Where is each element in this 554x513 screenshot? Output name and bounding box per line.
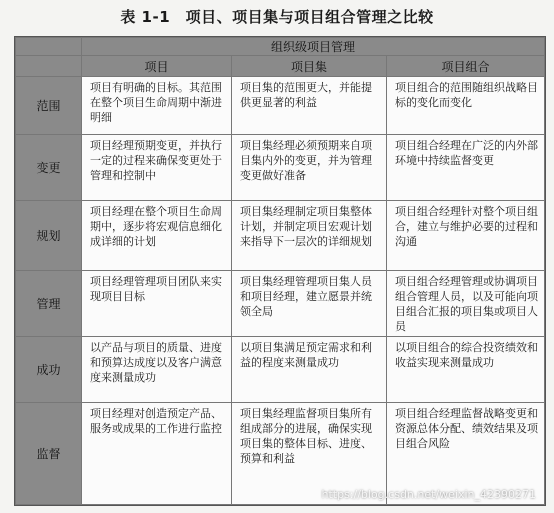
header-corner [16, 56, 82, 77]
cell-success-program: 以项目集满足预定需求和利益的程度来测量成功 [232, 337, 387, 403]
banner-org-pm: 组织级项目管理 [82, 38, 545, 56]
cell-management-project: 项目经理管理项目团队来实现项目目标 [82, 271, 232, 337]
cell-success-portfolio: 以项目组合的综合投资绩效和收益实现来测量成功 [387, 337, 545, 403]
cell-monitoring-project: 项目经理对创造预定产品、服务或成果的工作进行监控 [82, 403, 232, 505]
cell-change-portfolio: 项目组合经理在广泛的内外部环境中持续监督变更 [387, 135, 545, 201]
watermark-url: https://blog.csdn.net/weixin_42390271 [321, 488, 536, 501]
banner-spacer [16, 38, 82, 56]
cell-management-portfolio: 项目组合经理管理或协调项目组合管理人员，以及可能向项目组合汇报的项目集或项目人员 [387, 271, 545, 337]
cell-planning-program: 项目集经理制定项目集整体计划，并制定项目宏观计划来指导下一层次的详细规划 [232, 201, 387, 271]
cell-monitoring-program: 项目集经理监督项目集所有组成部分的进展，确保实现项目集的整体目标、进度、预算和利益 [232, 403, 387, 505]
row-label-scope: 范围 [16, 77, 82, 135]
header-program: 项目集 [232, 56, 387, 77]
cell-change-project: 项目经理预期变更，并执行一定的过程来确保变更处于管理和控制中 [82, 135, 232, 201]
cell-planning-portfolio: 项目组合经理针对整个项目组合，建立与维护必要的过程和沟通 [387, 201, 545, 271]
row-label-management: 管理 [16, 271, 82, 337]
cell-planning-project: 项目经理在整个项目生命周期中，逐步将宏观信息细化成详细的计划 [82, 201, 232, 271]
table-title: 表 1-1 项目、项目集与项目组合管理之比较 [120, 8, 434, 26]
row-label-success: 成功 [16, 337, 82, 403]
row-label-planning: 规划 [16, 201, 82, 271]
cell-change-program: 项目集经理必须预期来自项目集内外的变更，并为管理变更做好准备 [232, 135, 387, 201]
cell-management-program: 项目集经理管理项目集人员和项目经理，建立愿景并统领全局 [232, 271, 387, 337]
row-label-change: 变更 [16, 135, 82, 201]
cell-success-project: 以产品与项目的质量、进度和预算达成度以及客户满意度来测量成功 [82, 337, 232, 403]
comparison-table [14, 36, 546, 506]
cell-scope-portfolio: 项目组合的范围随组织战略目标的变化而变化 [387, 77, 545, 135]
cell-scope-program: 项目集的范围更大，并能提供更显著的利益 [232, 77, 387, 135]
cell-scope-project: 项目有明确的目标。其范围在整个项目生命周期中渐进明细 [82, 77, 232, 135]
header-portfolio: 项目组合 [387, 56, 545, 77]
row-label-monitoring: 监督 [16, 403, 82, 505]
cell-monitoring-portfolio: 项目组合经理监督战略变更和资源总体分配、绩效结果及项目组合风险 [387, 403, 545, 505]
header-project: 项目 [82, 56, 232, 77]
